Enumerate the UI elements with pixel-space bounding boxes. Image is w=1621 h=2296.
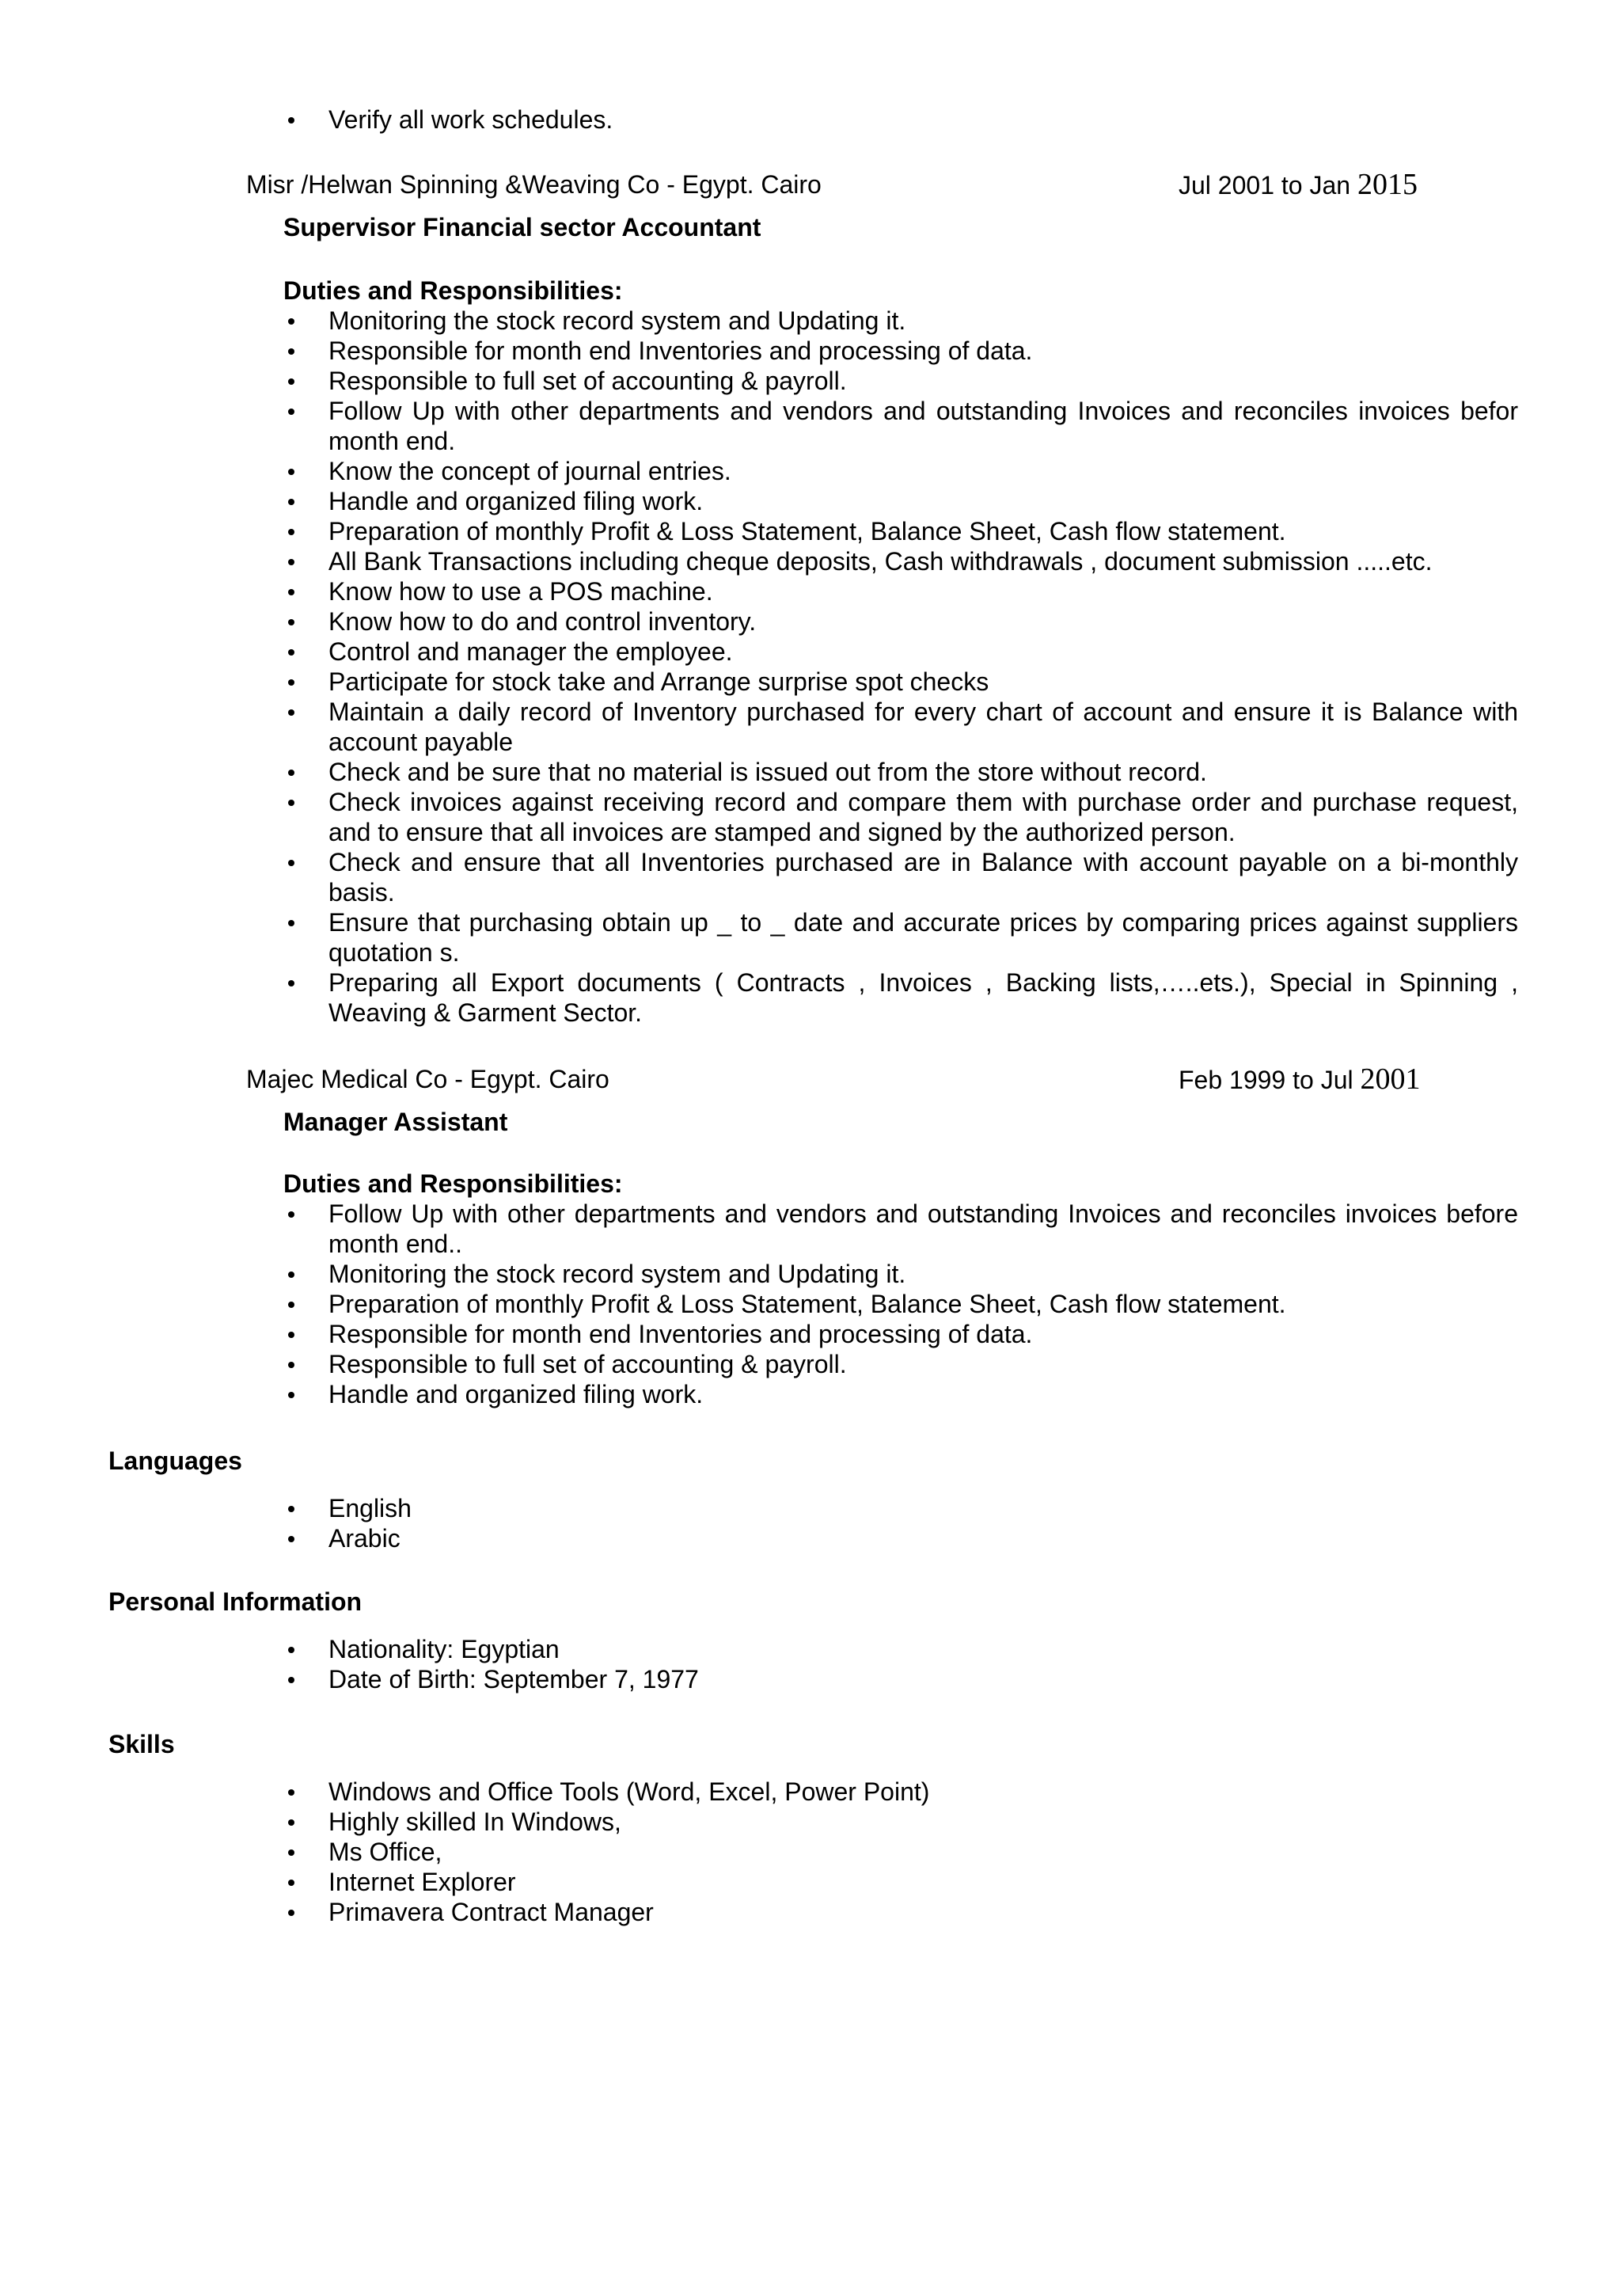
list-item: All Bank Transactions including cheque deposits, Cash withdrawals , document submission .....etc. (283, 546, 1518, 576)
job-dates-range: Feb 1999 to Jul (1179, 1066, 1361, 1094)
list-item: Nationality: Egyptian (283, 1634, 1518, 1664)
list-item: Verify all work schedules. (283, 105, 1518, 135)
job-dates (1179, 169, 1418, 200)
list-item: Internet Explorer (283, 1867, 1518, 1897)
duties-list (283, 306, 1518, 1028)
job-title: Manager Assistant (283, 1108, 508, 1136)
list-item: Preparation of monthly Profit & Loss Statement, Balance Sheet, Cash flow statement. (283, 516, 1518, 546)
personal-info-list (283, 1634, 1518, 1694)
list-item: Date of Birth: September 7, 1977 (283, 1664, 1518, 1694)
list-item: Handle and organized filing work. (283, 486, 1518, 516)
list-item: Participate for stock take and Arrange surprise spot checks (283, 667, 1518, 697)
job-company: Misr /Helwan Spinning &Weaving Co - Egypt. Cairo (246, 170, 822, 199)
list-item: Windows and Office Tools (Word, Excel, Power Point) (283, 1777, 1518, 1807)
list-item: Preparation of monthly Profit & Loss Statement, Balance Sheet, Cash flow statement. (283, 1289, 1518, 1319)
section-heading-skills: Skills (108, 1730, 175, 1758)
list-item: Follow Up with other departments and vendors and outstanding Invoices and reconciles invoices befor month end. (283, 396, 1518, 456)
job-dates (1179, 1064, 1420, 1095)
list-item: Check and ensure that all Inventories purchased are in Balance with account payable on a bi-monthly basis. (283, 847, 1518, 907)
list-item: Check invoices against receiving record and compare them with purchase order and purchase request, and to ensure that all invoices are stamped and signed by the authorized person. (283, 787, 1518, 847)
list-item: Responsible to full set of accounting & payroll. (283, 366, 1518, 396)
section-heading-personal-information: Personal Information (108, 1587, 363, 1616)
job-dates-range: Jul 2001 to Jan (1179, 171, 1357, 200)
job-title: Supervisor Financial sector Accountant (283, 213, 761, 241)
list-item: Control and manager the employee. (283, 637, 1518, 667)
intro-list (283, 105, 1518, 135)
list-item: Arabic (283, 1523, 1518, 1553)
section-heading-languages: Languages (108, 1446, 242, 1475)
list-item: Maintain a daily record of Inventory purchased for every chart of account and ensure it is Balance with account payable (283, 697, 1518, 757)
list-item: Responsible for month end Inventories and processing of data. (283, 336, 1518, 366)
list-item: Follow Up with other departments and vendors and outstanding Invoices and reconciles invoices before month end.. (283, 1199, 1518, 1259)
duties-heading: Duties and Responsibilities: (283, 276, 623, 305)
duties-heading: Duties and Responsibilities: (283, 1169, 623, 1198)
list-item: Preparing all Export documents ( Contracts , Invoices , Backing lists,…..ets.), Special in Spinning , Weaving & Garment Sector. (283, 967, 1518, 1028)
list-item: Know how to use a POS machine. (283, 576, 1518, 606)
skills-list (283, 1777, 1518, 1927)
job-header-misr-helwan (246, 169, 1449, 204)
list-item: Handle and organized filing work. (283, 1379, 1518, 1409)
job-header-majec-medical (246, 1064, 1449, 1099)
job-duties-block (283, 1169, 1518, 1409)
list-item: Monitoring the stock record system and Updating it. (283, 1259, 1518, 1289)
job-dates-year: 2001 (1360, 1062, 1421, 1096)
job-duties-block (283, 276, 1518, 1028)
job-dates-year: 2015 (1357, 168, 1418, 201)
list-item: Ensure that purchasing obtain up _ to _ date and accurate prices by comparing prices against suppliers quotation s. (283, 907, 1518, 967)
list-item: Responsible to full set of accounting & payroll. (283, 1349, 1518, 1379)
list-item: Responsible for month end Inventories and processing of data. (283, 1319, 1518, 1349)
list-item: Know how to do and control inventory. (283, 606, 1518, 637)
list-item: Check and be sure that no material is issued out from the store without record. (283, 757, 1518, 787)
list-item: Primavera Contract Manager (283, 1897, 1518, 1927)
list-item: Highly skilled In Windows, (283, 1807, 1518, 1837)
list-item: Monitoring the stock record system and Updating it. (283, 306, 1518, 336)
list-item: English (283, 1493, 1518, 1523)
languages-list (283, 1493, 1518, 1553)
job-company: Majec Medical Co - Egypt. Cairo (246, 1065, 609, 1093)
list-item: Know the concept of journal entries. (283, 456, 1518, 486)
list-item: Ms Office, (283, 1837, 1518, 1867)
duties-list (283, 1199, 1518, 1409)
